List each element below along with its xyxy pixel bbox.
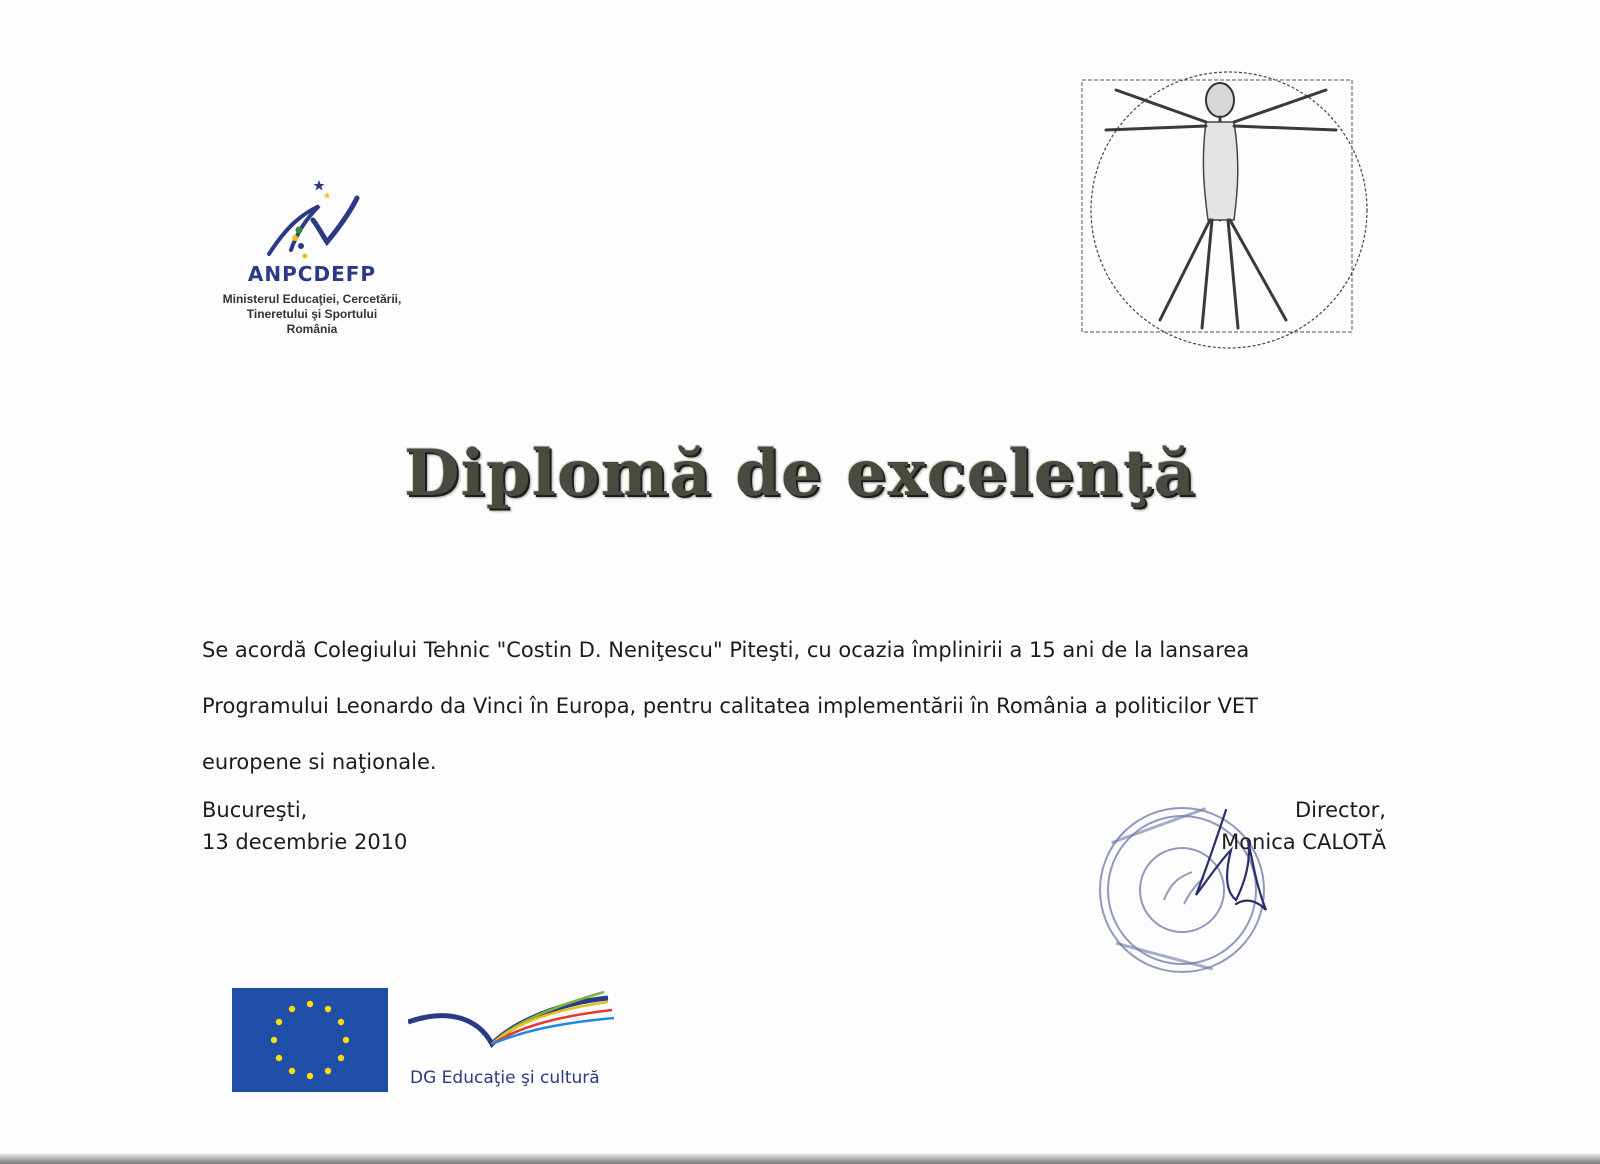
ministry-line-3: România — [286, 322, 338, 336]
place: Bucureşti, — [202, 798, 308, 822]
diploma-title: Diplomă de excelenţă — [404, 436, 1196, 511]
ministry-line-2: Tineretului şi Sportului — [246, 307, 378, 321]
anpcdefp-name: ANPCDEFP — [247, 262, 377, 286]
place-date — [202, 794, 407, 858]
award-text-line-3: europene si naţionale. — [202, 750, 437, 774]
anpcdefp-logo — [196, 176, 428, 337]
date: 13 decembrie 2010 — [202, 830, 408, 854]
award-text-line-1: Se acordă Colegiului Tehnic "Costin D. Neniţescu" Piteşti, cu ocazia împlinirii a 15 ani de la lansarea — [202, 638, 1250, 662]
director-name: Monica CALOTĂ — [1221, 830, 1386, 854]
vitruvian-man-icon — [1076, 50, 1386, 350]
dg-label: DG Educaţie şi cultură — [410, 1068, 600, 1088]
signature-icon — [1176, 800, 1306, 930]
anpcdefp-logo-icon — [257, 176, 367, 260]
ministry-line-1: Ministerul Educaţiei, Cercetării, — [222, 292, 402, 306]
award-text — [202, 622, 1402, 790]
director-title: Director, — [1294, 798, 1386, 822]
page-bottom-edge — [0, 1154, 1600, 1164]
ministry-name — [196, 292, 428, 337]
award-text-line-2: Programului Leonardo da Vinci în Europa, pentru calitatea implementării în România a politicilor VET — [202, 694, 1258, 718]
eu-flag-icon — [232, 988, 388, 1092]
